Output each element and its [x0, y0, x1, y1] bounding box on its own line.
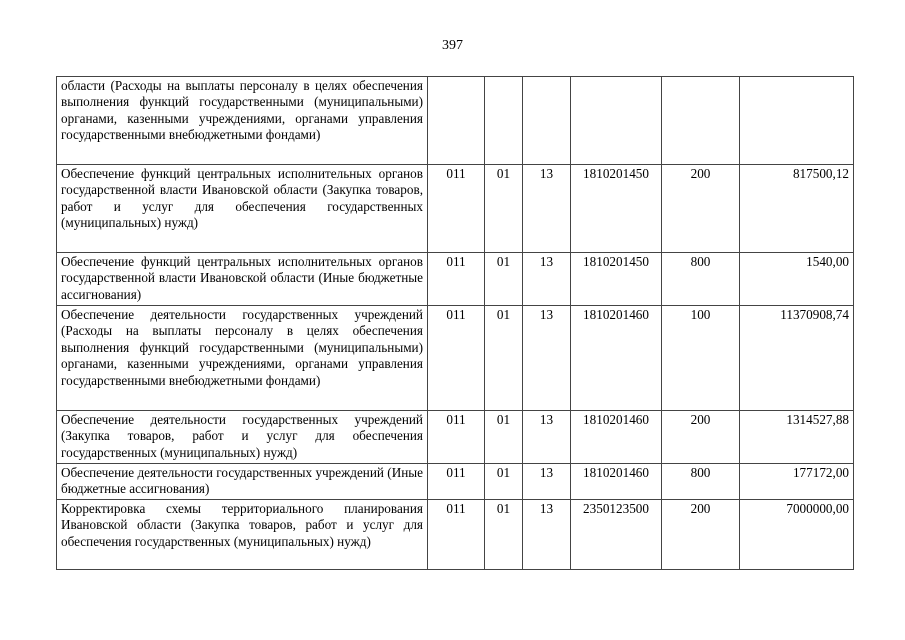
- row-ministry-code: [428, 77, 485, 165]
- budget-table: [56, 76, 854, 570]
- table-row: [57, 411, 854, 464]
- row-description: Обеспечение деятельности государственных учреждений (Иные бюджетные ассигнования): [57, 464, 428, 500]
- row-section-code: 01: [485, 500, 523, 570]
- row-section-code: [485, 77, 523, 165]
- table-row: [57, 500, 854, 570]
- row-section-code: 01: [485, 253, 523, 306]
- row-ministry-code: 011: [428, 411, 485, 464]
- row-section-code: 01: [485, 165, 523, 253]
- row-ministry-code: 011: [428, 464, 485, 500]
- table-row: [57, 165, 854, 253]
- row-expense-type: 200: [662, 411, 740, 464]
- row-amount: 817500,12: [740, 165, 854, 253]
- row-expense-type: [662, 77, 740, 165]
- row-ministry-code: 011: [428, 306, 485, 411]
- row-amount: 7000000,00: [740, 500, 854, 570]
- row-subsection-code: 13: [523, 306, 571, 411]
- row-section-code: 01: [485, 306, 523, 411]
- row-amount: 177172,00: [740, 464, 854, 500]
- row-description: Обеспечение деятельности государственных учреждений (Расходы на выплаты персоналу в целях обеспечения выполнения функций государственными (муниципальными) органами, казенными учреждениями, органами управления государственными внебюджетными фондами): [57, 306, 428, 411]
- table-row: [57, 306, 854, 411]
- row-subsection-code: 13: [523, 165, 571, 253]
- row-subsection-code: 13: [523, 411, 571, 464]
- row-target-article: 1810201450: [571, 253, 662, 306]
- row-subsection-code: [523, 77, 571, 165]
- row-target-article: 1810201460: [571, 411, 662, 464]
- row-ministry-code: 011: [428, 165, 485, 253]
- row-description: Обеспечение функций центральных исполнительных органов государственной власти Ивановской области (Иные бюджетные ассигнования): [57, 253, 428, 306]
- table-row: [57, 464, 854, 500]
- row-ministry-code: 011: [428, 500, 485, 570]
- row-expense-type: 800: [662, 253, 740, 306]
- table-row: [57, 77, 854, 165]
- row-target-article: 1810201460: [571, 464, 662, 500]
- row-amount: 1540,00: [740, 253, 854, 306]
- row-ministry-code: 011: [428, 253, 485, 306]
- row-amount: 1314527,88: [740, 411, 854, 464]
- row-description: Обеспечение деятельности государственных учреждений (Закупка товаров, работ и услуг для обеспечения государственных (муниципальных) нужд): [57, 411, 428, 464]
- page-number: 397: [442, 38, 463, 53]
- row-section-code: 01: [485, 464, 523, 500]
- row-subsection-code: 13: [523, 253, 571, 306]
- row-description: Корректировка схемы территориального планирования Ивановской области (Закупка товаров, работ и услуг для обеспечения государственных (муниципальных) нужд): [57, 500, 428, 570]
- row-amount: [740, 77, 854, 165]
- row-target-article: 2350123500: [571, 500, 662, 570]
- row-expense-type: 200: [662, 500, 740, 570]
- row-expense-type: 100: [662, 306, 740, 411]
- row-target-article: [571, 77, 662, 165]
- table-row: [57, 253, 854, 306]
- row-expense-type: 200: [662, 165, 740, 253]
- row-section-code: 01: [485, 411, 523, 464]
- row-description: области (Расходы на выплаты персоналу в целях обеспечения выполнения функций государственными (муниципальными) органами, казенными учреждениями, органами управления государственными внебюджетными фондами): [57, 77, 428, 165]
- row-subsection-code: 13: [523, 500, 571, 570]
- row-target-article: 1810201460: [571, 306, 662, 411]
- row-amount: 11370908,74: [740, 306, 854, 411]
- row-target-article: 1810201450: [571, 165, 662, 253]
- row-expense-type: 800: [662, 464, 740, 500]
- row-description: Обеспечение функций центральных исполнительных органов государственной власти Ивановской области (Закупка товаров, работ и услуг для обеспечения государственных (муниципальных) нужд): [57, 165, 428, 253]
- row-subsection-code: 13: [523, 464, 571, 500]
